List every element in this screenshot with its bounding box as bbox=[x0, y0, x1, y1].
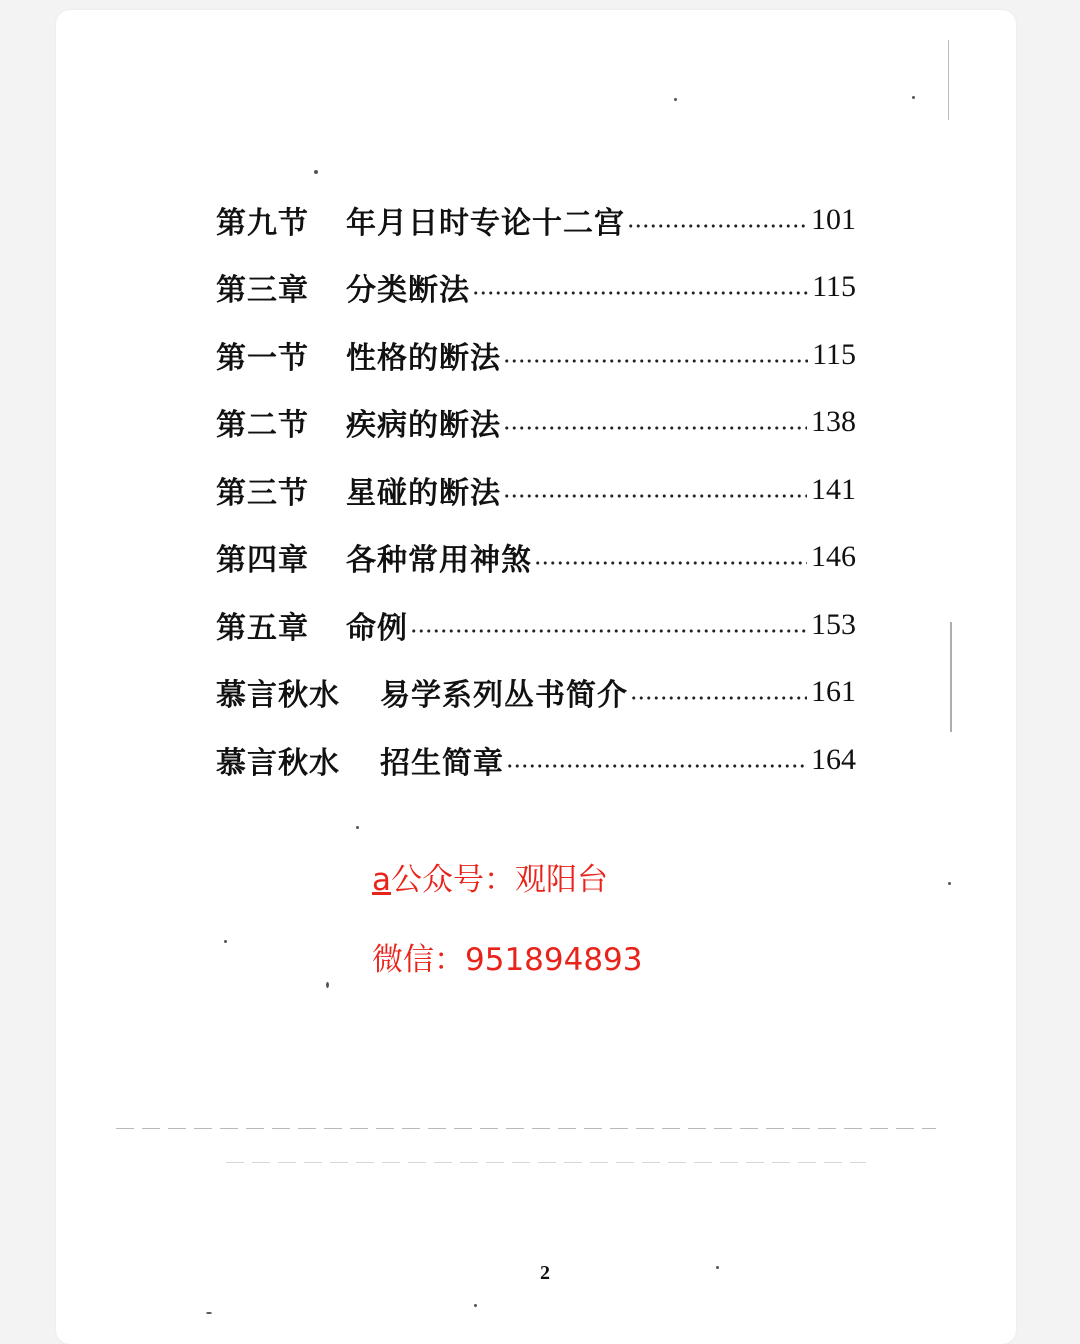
promo-account-text: 公众号：观阳台 bbox=[391, 862, 608, 898]
toc-entry[interactable] bbox=[216, 456, 856, 524]
scan-speck bbox=[674, 98, 677, 101]
toc-entry-label: 第五章 bbox=[216, 610, 309, 646]
toc-entry-page: 115 bbox=[812, 337, 856, 371]
scan-speck bbox=[314, 170, 318, 174]
toc-entry-title: 星碰的断法 bbox=[346, 475, 501, 511]
toc-dot-leader bbox=[534, 561, 807, 565]
toc-entry-title: 疾病的断法 bbox=[346, 408, 501, 444]
page-number: 2 bbox=[540, 1262, 550, 1284]
toc-entry-title: 易学系列丛书简介 bbox=[380, 678, 628, 714]
scan-rule-line bbox=[116, 1128, 936, 1129]
toc-entry-title: 各种常用神煞 bbox=[346, 543, 532, 579]
document-page bbox=[56, 10, 1016, 1344]
toc-entry-title: 命例 bbox=[346, 610, 408, 646]
scan-speck bbox=[474, 1304, 477, 1307]
scan-edge-line bbox=[948, 40, 949, 120]
toc-entry[interactable] bbox=[216, 321, 856, 389]
scan-speck bbox=[326, 982, 329, 988]
toc-entry-label: 第一节 bbox=[216, 340, 309, 376]
toc-entry-title: 年月日时专论十二宫 bbox=[346, 205, 625, 241]
toc-dot-leader bbox=[410, 629, 807, 633]
toc-entry[interactable] bbox=[216, 524, 856, 592]
toc-entry-label: 第三章 bbox=[216, 273, 309, 309]
toc-dot-leader bbox=[506, 764, 807, 768]
toc-entry-title: 分类断法 bbox=[346, 273, 470, 309]
toc-entry-title: 性格的断法 bbox=[346, 340, 501, 376]
promo-prefix: a bbox=[372, 862, 391, 898]
toc-entry[interactable] bbox=[216, 254, 856, 322]
toc-entry-title: 招生简章 bbox=[380, 745, 504, 781]
toc-entry[interactable] bbox=[216, 591, 856, 659]
scan-speck bbox=[716, 1266, 719, 1269]
toc-entry-label: 第三节 bbox=[216, 475, 309, 511]
scan-edge-line bbox=[950, 622, 952, 732]
toc-entry[interactable] bbox=[216, 659, 856, 727]
toc-dot-leader bbox=[503, 359, 808, 363]
scan-rule-line bbox=[226, 1162, 866, 1163]
toc-entry-label: 第二节 bbox=[216, 408, 309, 444]
toc-dot-leader bbox=[472, 291, 808, 295]
scan-speck bbox=[206, 1312, 212, 1314]
scan-speck bbox=[948, 882, 951, 885]
toc-entry-label: 第四章 bbox=[216, 543, 309, 579]
toc-entry-label: 慕言秋水 bbox=[216, 745, 340, 781]
toc-entry-page: 161 bbox=[811, 675, 856, 709]
toc-entry-page: 153 bbox=[811, 607, 856, 641]
toc-entry-label: 慕言秋水 bbox=[216, 678, 340, 714]
toc-entry-page: 146 bbox=[811, 540, 856, 574]
toc-entry-page: 164 bbox=[811, 742, 856, 776]
promo-public-account bbox=[372, 854, 608, 899]
promo-wechat: 微信：951894893 bbox=[372, 942, 643, 978]
toc-dot-leader bbox=[503, 494, 807, 498]
toc-entry-page: 141 bbox=[811, 472, 856, 506]
toc-entry-label: 第九节 bbox=[216, 205, 309, 241]
toc-entry-page: 101 bbox=[811, 202, 856, 236]
toc-entry-page: 138 bbox=[811, 405, 856, 439]
toc-entry[interactable] bbox=[216, 186, 856, 254]
toc-entry[interactable] bbox=[216, 389, 856, 457]
toc-entry-page: 115 bbox=[812, 270, 856, 304]
scan-speck bbox=[912, 96, 915, 99]
toc-dot-leader bbox=[630, 696, 807, 700]
toc-entry[interactable] bbox=[216, 726, 856, 794]
scan-speck bbox=[356, 826, 359, 829]
toc-dot-leader bbox=[503, 426, 807, 430]
table-of-contents bbox=[216, 186, 856, 794]
toc-dot-leader bbox=[627, 224, 807, 228]
scan-speck bbox=[224, 940, 227, 943]
